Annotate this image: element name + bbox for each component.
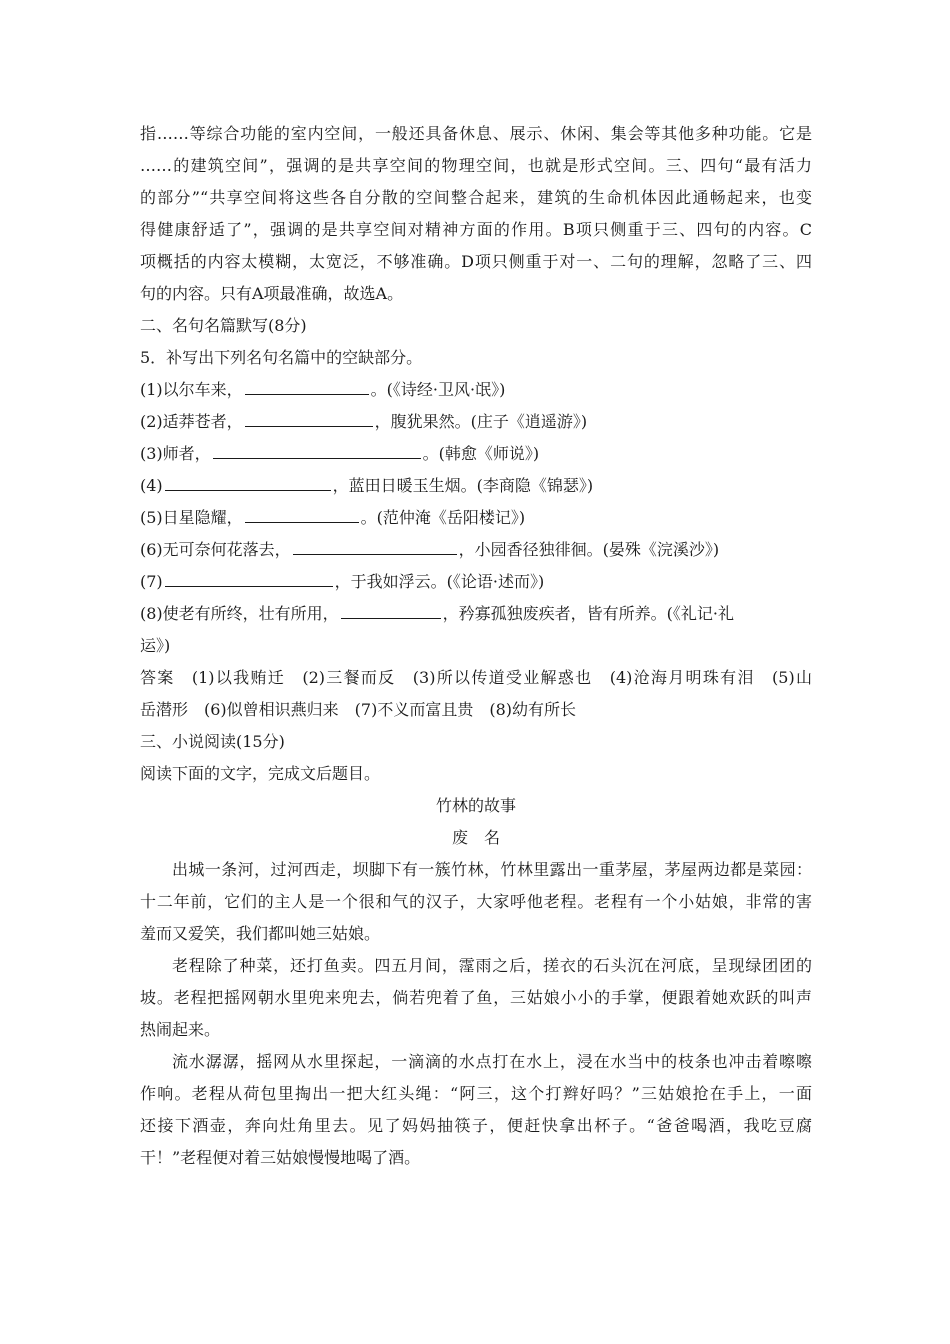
explanation-line: 的部分”“共享空间将这些各自分散的空间整合起来，建筑的生命机体因此通畅起来，也变 xyxy=(140,188,812,207)
answer-blank xyxy=(245,406,373,427)
fill-item-suffix: ，腹犹果然。(庄子《逍遥游》) xyxy=(374,412,588,431)
fill-item-prefix: (7) xyxy=(140,572,163,591)
paragraph-line: 热闹起来。 xyxy=(140,1020,221,1039)
paragraph-line: 作响。老程从荷包里掏出一把大红头绳：“阿三，这个打辫好吗？”三姑娘抢在手上，一面 xyxy=(140,1084,812,1103)
answer-blank xyxy=(245,502,359,523)
section-heading: 二、名句名篇默写(8分) xyxy=(140,316,307,335)
fill-item-suffix: ，于我如浮云。(《论语·述而》) xyxy=(334,572,545,591)
fill-item-suffix: ，小园香径独徘徊。(晏殊《浣溪沙》) xyxy=(458,540,720,559)
explanation-line: 得健康舒适了”，强调的是共享空间对精神方面的作用。B项只侧重于三、四句的内容。C xyxy=(140,220,812,239)
fill-item-suffix: 。(韩愈《师说》) xyxy=(422,444,540,463)
fill-item xyxy=(140,502,812,534)
question-prompt: 5．补写出下列名句名篇中的空缺部分。 xyxy=(140,348,423,367)
answer-blank xyxy=(341,598,441,619)
fill-item xyxy=(140,470,812,502)
fill-item-continuation: 运》) xyxy=(140,636,171,655)
fill-item-prefix: (3)师者， xyxy=(140,444,211,463)
page-content xyxy=(140,118,812,1174)
fill-item xyxy=(140,438,812,470)
fill-item-suffix: 。(《诗经·卫风·氓》) xyxy=(370,380,506,399)
paragraph-line: 还接下酒壶，奔向灶角里去。见了妈妈抽筷子，便赶快拿出杯子。“爸爸喝酒，我吃豆腐 xyxy=(140,1116,812,1135)
section-heading: 三、小说阅读(15分) xyxy=(140,732,285,751)
fill-item xyxy=(140,566,812,598)
paragraph-line: 干！”老程便对着三姑娘慢慢地喝了酒。 xyxy=(140,1148,421,1167)
explanation-text xyxy=(140,118,812,310)
story-paragraph xyxy=(140,950,812,1046)
answer-line: 答案 (1)以我贿迁 (2)三餐而反 (3)所以传道受业解惑也 (4)沧海月明珠有泪 (5)山 xyxy=(140,668,812,687)
story-paragraph xyxy=(140,1046,812,1174)
fill-item-prefix: (6)无可奈何花落去， xyxy=(140,540,291,559)
story-paragraph xyxy=(140,854,812,950)
explanation-line: 句的内容。只有A项最准确，故选A。 xyxy=(140,284,404,303)
fill-item-prefix: (4) xyxy=(140,476,163,495)
fill-item-prefix: (1)以尔车来， xyxy=(140,380,243,399)
answer-blank xyxy=(245,374,369,395)
paragraph-line: 羞而又爱笑，我们都叫她三姑娘。 xyxy=(140,924,381,943)
paragraph-line: 出城一条河，过河西走，坝脚下有一簇竹林，竹林里露出一重茅屋，茅屋两边都是菜园： xyxy=(172,860,812,879)
paragraph-line: 流水潺潺，摇网从水里探起，一滴滴的水点打在水上，浸在水当中的枝条也冲击着嚓嚓 xyxy=(172,1052,812,1071)
fill-item-suffix: ，矜寡孤独废疾者，皆有所养。(《礼记·礼 xyxy=(442,604,735,623)
answer-block xyxy=(140,662,812,726)
paragraph-line: 十二年前，它们的主人是一个很和气的汉子，大家呼他老程。老程有一个小姑娘，非常的害 xyxy=(140,892,812,911)
explanation-line: 指……等综合功能的室内空间，一般还具备休息、展示、休闲、集会等其他多种功能。它是 xyxy=(140,124,812,143)
fill-item xyxy=(140,406,812,438)
reading-instruction: 阅读下面的文字，完成文后题目。 xyxy=(140,764,381,783)
fill-item xyxy=(140,598,812,630)
paragraph-line: 老程除了种菜，还打鱼卖。四五月间，霪雨之后，搓衣的石头沉在河底，呈现绿团团的 xyxy=(172,956,812,975)
fill-item xyxy=(140,534,812,566)
answer-blank xyxy=(213,438,421,459)
answer-blank xyxy=(165,566,333,587)
answer-blank xyxy=(293,534,457,555)
fill-item-prefix: (2)适莽苍者， xyxy=(140,412,243,431)
fill-item-prefix: (5)日星隐耀， xyxy=(140,508,243,527)
answer-line: 岳潜形 (6)似曾相识燕归来 (7)不义而富且贵 (8)幼有所长 xyxy=(140,700,576,719)
explanation-line: 项概括的内容太模糊，太宽泛，不够准确。D项只侧重于对一、二句的理解，忽略了三、四 xyxy=(140,252,812,271)
story-author: 废 名 xyxy=(451,828,500,847)
fill-item xyxy=(140,374,812,406)
answer-blank xyxy=(165,470,331,491)
paragraph-line: 坡。老程把摇网朝水里兜来兜去，倘若兜着了鱼，三姑娘小小的手掌，便跟着她欢跃的叫声 xyxy=(140,988,812,1007)
story-title: 竹林的故事 xyxy=(435,796,516,815)
fill-item-suffix: 。(范仲淹《岳阳楼记》) xyxy=(360,508,526,527)
fill-item-suffix: ，蓝田日暖玉生烟。(李商隐《锦瑟》) xyxy=(332,476,594,495)
fill-item-prefix: (8)使老有所终，壮有所用， xyxy=(140,604,339,623)
explanation-line: ……的建筑空间”，强调的是共享空间的物理空间，也就是形式空间。三、四句“最有活力 xyxy=(140,156,812,175)
